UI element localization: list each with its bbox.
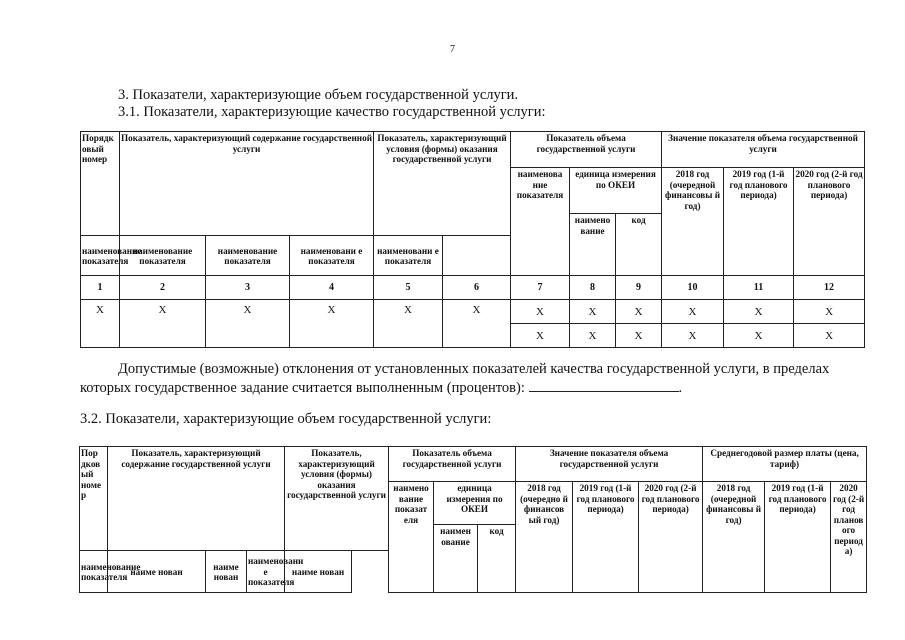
sub-indicator-name-4: наименовани е показателя (247, 551, 285, 593)
x-mark: Х (616, 324, 662, 348)
x-mark: Х (616, 300, 662, 324)
conditions-indicator-header: Показатель, характеризующий условия (формы) оказания государственной услуги (374, 132, 511, 236)
column-number: 1 (81, 276, 120, 300)
section-3-title: 3. Показатели, характеризующие объем государственной услуги. (118, 87, 519, 103)
price-2019-header: 2019 год (1-й год планового периода) (765, 482, 831, 593)
deviation-blank (529, 379, 679, 392)
x-mark: Х (570, 300, 616, 324)
x-mark: Х (794, 324, 865, 348)
column-number: 9 (616, 276, 662, 300)
column-number: 11 (724, 276, 794, 300)
quality-indicators-table (80, 131, 865, 348)
page-number: 7 (450, 44, 455, 55)
deviation-end: . (678, 380, 683, 396)
sub-indicator-name-1: наименование показателя (80, 551, 108, 593)
average-price-header: Среднегодовой размер платы (цена, тариф) (703, 447, 867, 482)
x-mark: Х (290, 300, 374, 348)
content-indicator-header: Показатель, характеризующий содержание государственной услуги (120, 132, 374, 236)
serial-number-header: Пор дков ый номе р (80, 447, 108, 551)
column-number: 6 (443, 276, 511, 300)
column-number: 2 (120, 276, 206, 300)
year-2019-header: 2019 год (1-й год планового периода) (724, 168, 794, 276)
x-mark: Х (443, 300, 511, 348)
value-2018-header: 2018 год (очередно й финансов ый год) (516, 482, 573, 593)
sub-indicator-name-2: наименование показателя (120, 236, 206, 276)
value-2020-header: 2020 год (2-й год планового периода) (639, 482, 703, 593)
x-mark: Х (81, 300, 120, 348)
section-3-2-title: 3.2. Показатели, характеризующие объем государственной услуги: (80, 411, 492, 427)
column-number: 12 (794, 276, 865, 300)
x-mark: Х (724, 324, 794, 348)
column-number: 4 (290, 276, 374, 300)
x-mark: Х (374, 300, 443, 348)
volume-value-header: Значение показателя объема государственной услуги (662, 132, 865, 168)
column-number: 10 (662, 276, 724, 300)
x-mark: Х (206, 300, 290, 348)
unit-name-header: наимен ование (434, 525, 478, 593)
volume-value-header: Значение показателя объема государственной услуги (516, 447, 703, 482)
indicator-name-header: наимено вание показат еля (389, 482, 434, 593)
unit-name-header: наимено вание (570, 214, 616, 276)
sub-indicator-name-5: наименовани е показателя (374, 236, 443, 276)
column-number: 5 (374, 276, 443, 300)
volume-indicator-header: Показатель объема государственной услуги (511, 132, 662, 168)
x-mark: Х (120, 300, 206, 348)
serial-number-header: Порядк овый номер (81, 132, 120, 236)
x-mark: Х (570, 324, 616, 348)
x-mark: Х (794, 300, 865, 324)
volume-indicators-table (79, 446, 867, 593)
sub-indicator-name-3: наиме нован (206, 551, 247, 593)
conditions-indicator-header: Показатель, характеризующий условия (формы) оказания государственной услуги (285, 447, 389, 551)
okei-unit-header: единица измерения по ОКЕИ (434, 482, 516, 525)
deviation-paragraph (80, 360, 870, 398)
unit-code-header: код (616, 214, 662, 276)
x-mark: Х (724, 300, 794, 324)
unit-code-header: код (478, 525, 516, 593)
deviation-text: Допустимые (возможные) отклонения от установленных показателей качества государственной услуги, в пределах которых государственное задание считается выполненным (процентов): (80, 361, 830, 396)
x-mark: Х (662, 324, 724, 348)
year-2018-header: 2018 год (очередной финансовы й год) (662, 168, 724, 276)
sub-indicator-name-4: наименовани е показателя (290, 236, 374, 276)
section-3-1-title: 3.1. Показатели, характеризующие качество государственной услуги: (118, 104, 546, 120)
x-mark: Х (511, 300, 570, 324)
indicator-name-header: наименова ние показателя (511, 168, 570, 276)
sub-indicator-name-2: наиме нован (108, 551, 206, 593)
column-number: 3 (206, 276, 290, 300)
content-indicator-header: Показатель, характеризующий содержание государственной услуги (108, 447, 285, 551)
sub-indicator-name-1: наименование показателя (81, 236, 120, 276)
year-2020-header: 2020 год (2-й год планового периода) (794, 168, 865, 276)
sub-indicator-name-5: наиме нован (285, 551, 352, 593)
x-mark: Х (511, 324, 570, 348)
sub-indicator-name-3: наименование показателя (206, 236, 290, 276)
price-2018-header: 2018 год (очередной финансовы й год) (703, 482, 765, 593)
price-2020-header: 2020 год (2-й год планов ого период а) (831, 482, 867, 593)
x-mark: Х (662, 300, 724, 324)
okei-unit-header: единица измерения по ОКЕИ (570, 168, 662, 214)
column-number: 8 (570, 276, 616, 300)
volume-indicator-header: Показатель объема государственной услуги (389, 447, 516, 482)
value-2019-header: 2019 год (1-й год планового периода) (573, 482, 639, 593)
column-number: 7 (511, 276, 570, 300)
